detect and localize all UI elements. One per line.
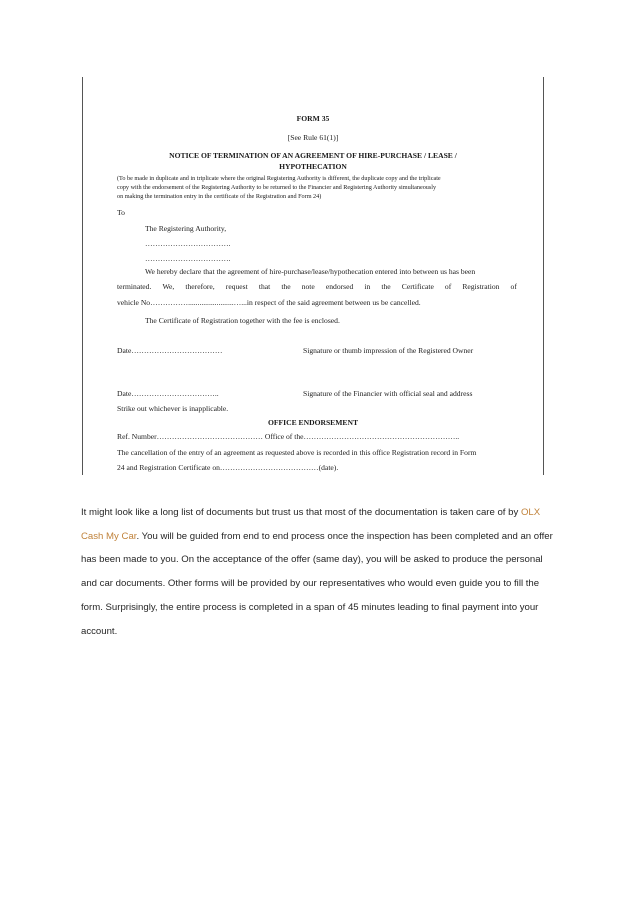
form-declare-word: We,: [162, 282, 175, 291]
form-declare-word: note: [301, 282, 315, 291]
form-declare-word: Registration: [462, 282, 500, 291]
form-declare-word: therefore,: [185, 282, 215, 291]
form-date-owner: Date………………………………: [117, 346, 223, 355]
form-declare-word: Certificate: [401, 282, 434, 291]
form-declare-word: the: [381, 282, 391, 291]
form-cancel-line-1: The cancellation of the entry of an agreement as requested above is recorded in this office Registration record in Form: [117, 448, 477, 457]
paragraph-text-before: It might look like a long list of documents but trust us that most of the documentation is taken care of by: [81, 507, 521, 518]
form-declare-word: in: [364, 282, 371, 291]
form-signature-financier: Signature of the Financier with official seal and address: [303, 389, 473, 398]
form-declare-word: request: [225, 282, 248, 291]
form-note-line-1: (To be made in duplicate and in triplicate where the original Registering Authority is different, the duplicate copy and the triplicate: [117, 175, 441, 182]
form-date-financier: Date……………………………..: [117, 389, 219, 398]
form-note-line-2: copy with the endorsement of the Registering Authority to be returned to the Financier and Registering Authority simultaneously: [117, 184, 437, 191]
form-heading-line-2: HYPOTHECATION: [279, 162, 347, 171]
form-35-scan: [82, 77, 544, 475]
form-declare-word: of: [444, 282, 452, 291]
form-declare-line-3: vehicle No……………........................…...in respect of the said agreement between us be cancelled.: [117, 298, 421, 307]
form-declare-word: terminated.: [117, 282, 152, 291]
form-authority: The Registering Authority,: [145, 224, 227, 233]
form-declare-word: the: [281, 282, 291, 291]
form-ref-line: Ref. Number…………………………………… Office of the……………………………………………………..: [117, 432, 460, 441]
form-cancel-line-2: 24 and Registration Certificate on…………………………………(date).: [117, 463, 339, 472]
form-certificate-enclosed: The Certificate of Registration together with the fee is enclosed.: [145, 316, 340, 325]
form-signature-owner: Signature or thumb impression of the Registered Owner: [303, 346, 474, 355]
form-declare-word: of: [510, 282, 517, 291]
form-rule: [See Rule 61(1)]: [287, 133, 339, 142]
form-title: FORM 35: [296, 114, 330, 123]
form-heading-line-1: NOTICE OF TERMINATION OF AN AGREEMENT OF HIRE-PURCHASE / LEASE /: [169, 151, 457, 160]
form-declare-word: endorsed: [325, 282, 354, 291]
form-to: To: [117, 208, 125, 217]
form-dots-line-1: …………………………….: [145, 239, 231, 248]
form-note-line-3: on making the termination entry in the certificate of the Registration and Form 24): [117, 193, 322, 200]
paragraph-text-after: . You will be guided from end to end process once the inspection has been completed and an offer has been made to you. On the acceptance of the offer (same day), you will be asked to produce the personal and car documents. Other forms will be provided by our representatives who would even guide you to fill the form. Surprisingly, the entire process is completed in a span of 45 minutes leading to final payment into your account.: [81, 530, 553, 637]
form-dots-line-2: …………………………….: [145, 254, 231, 263]
form-declare-word: that: [258, 282, 271, 291]
form-declare-line-2: [117, 283, 517, 291]
form-office-heading: OFFICE ENDORSEMENT: [267, 418, 359, 427]
form-strike-note: Strike out whichever is inapplicable.: [117, 404, 229, 413]
form-declare-line-1: We hereby declare that the agreement of hire-purchase/lease/hypothecation entered into between us has been: [145, 267, 476, 276]
olx-cash-my-car-link[interactable]: OLX Cash My Car: [81, 507, 541, 542]
body-paragraph: [81, 501, 559, 643]
